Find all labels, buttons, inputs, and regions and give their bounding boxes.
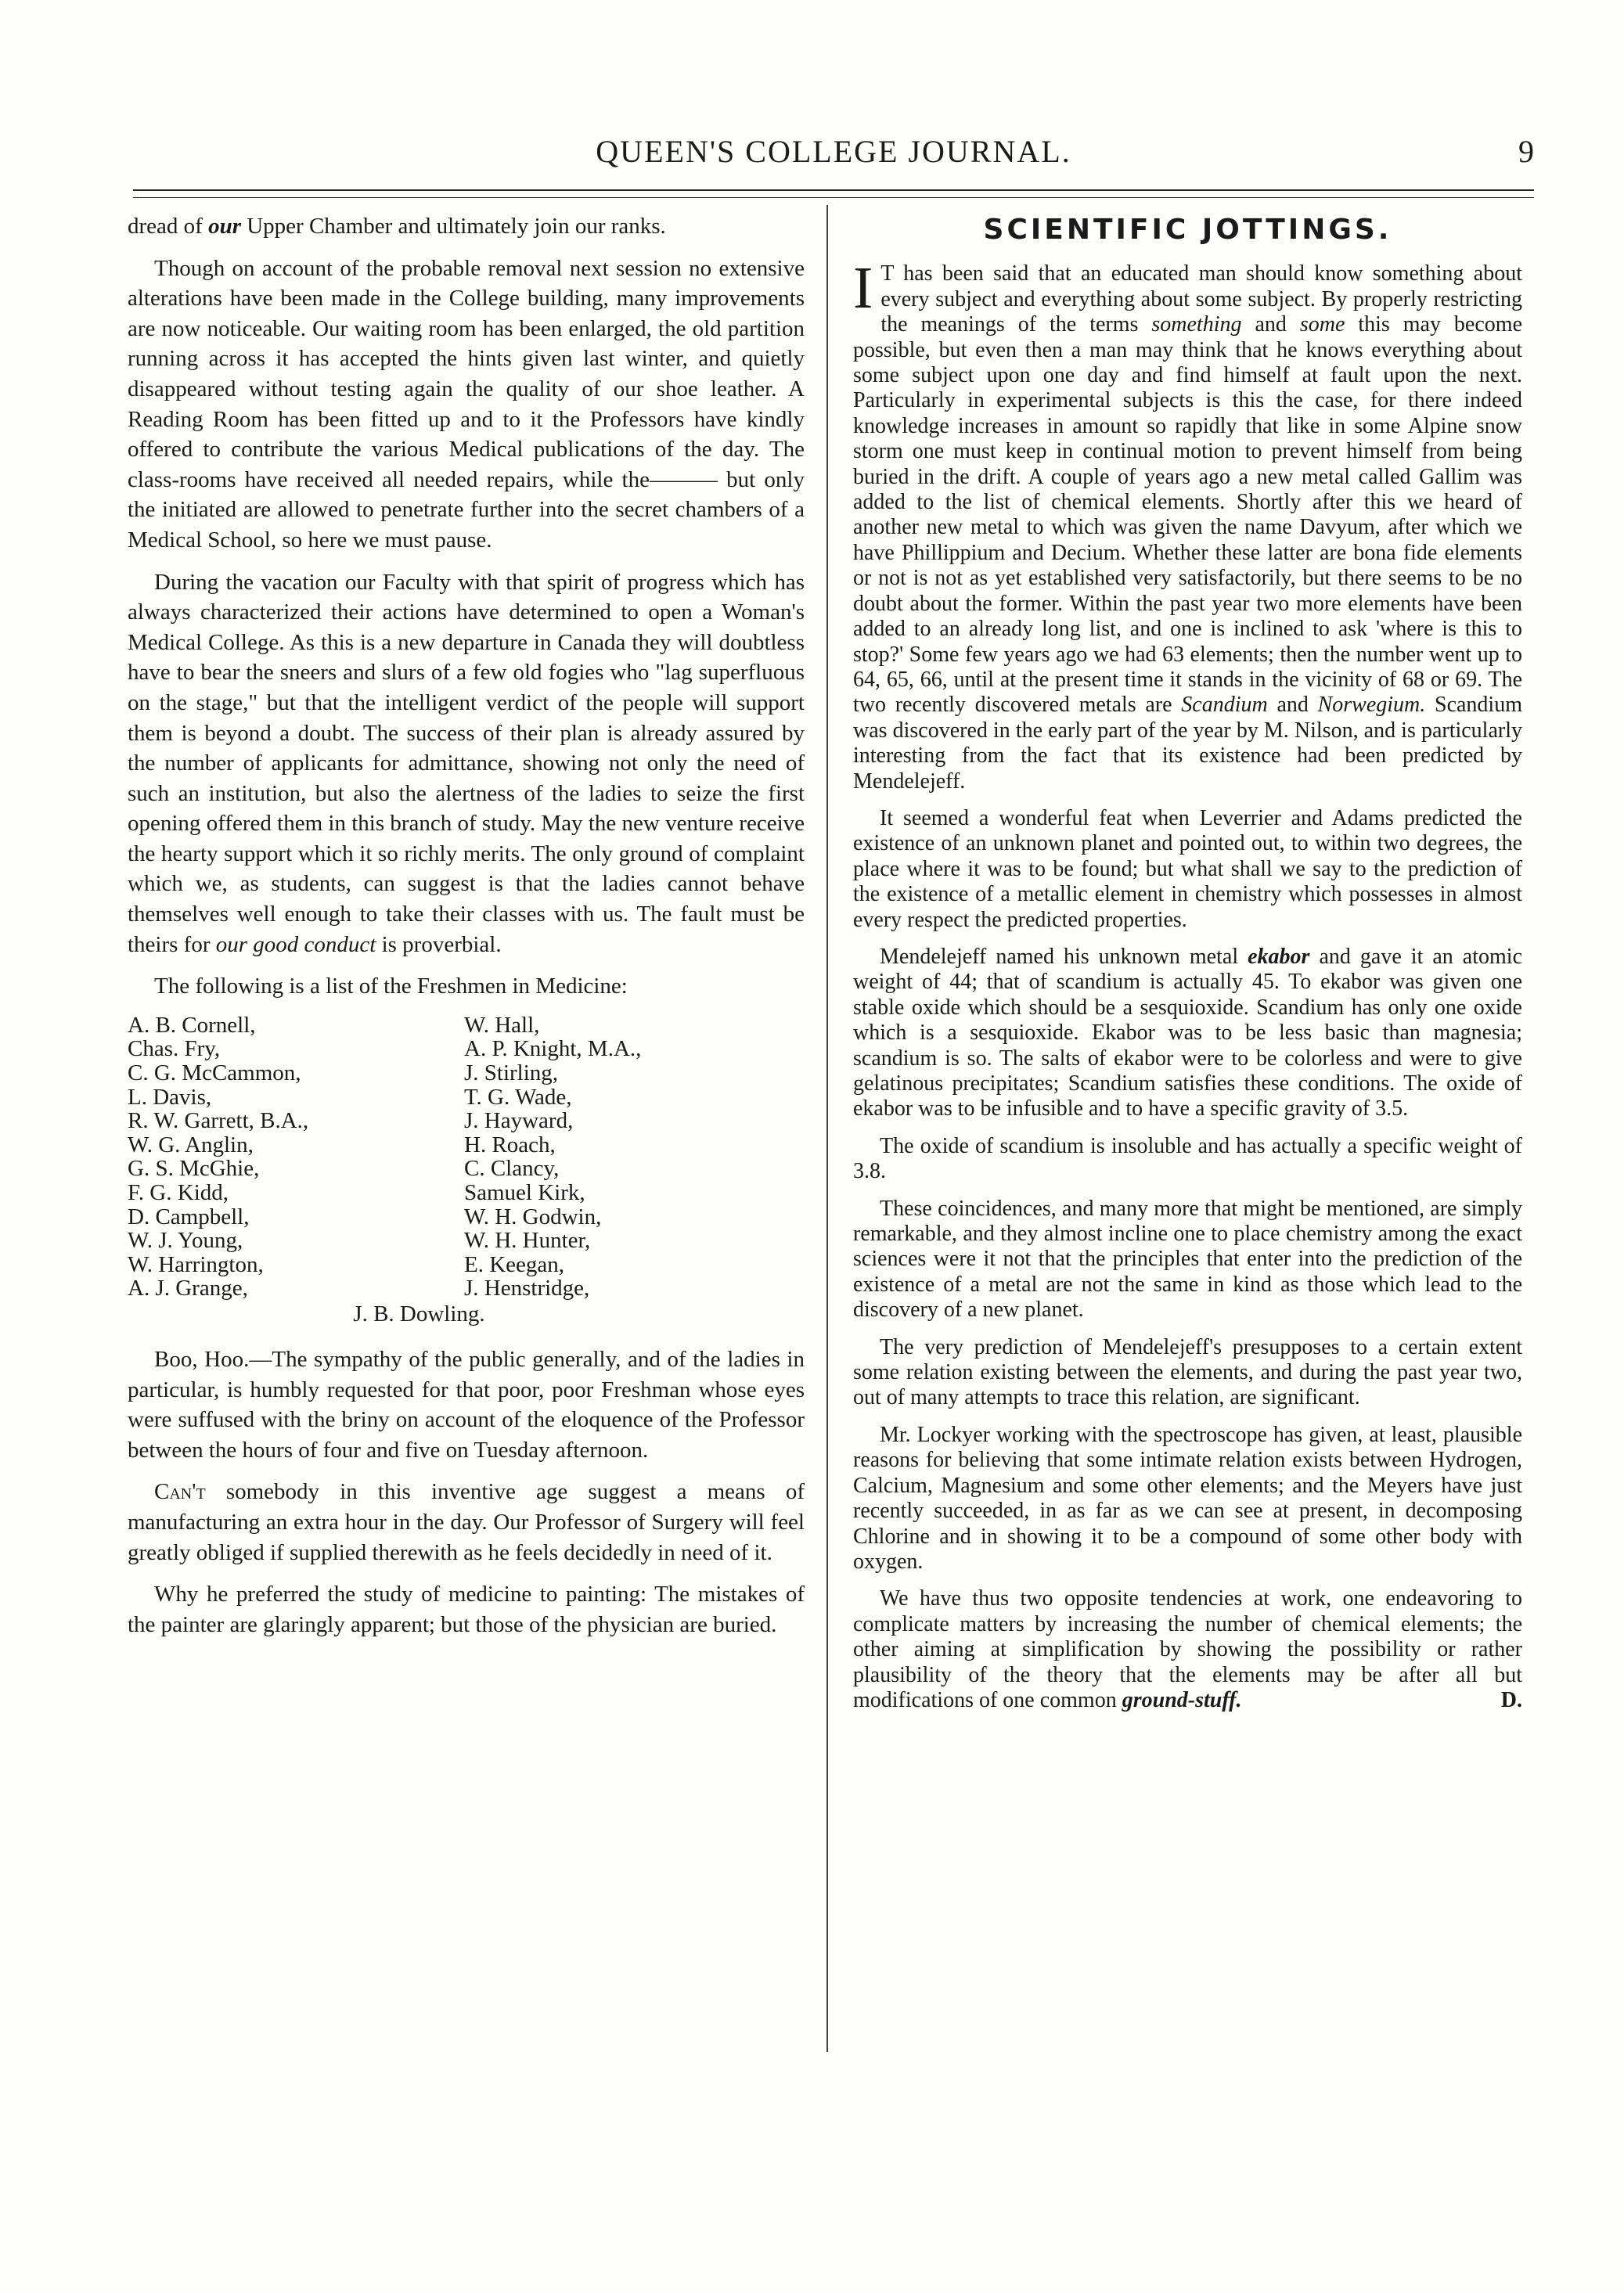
list-item: D. Campbell, [128,1204,250,1229]
paragraph [128,567,805,960]
list-item: G. S. McGhie, [128,1156,260,1182]
paragraph: Why he preferred the study of medicine to painting: The mistakes of the painter are glaringly apparent; but those of the physician are buried. [128,1582,805,1637]
paragraph [128,1477,805,1568]
text-run: We have thus two opposite tendencies at work, one endeavoring to complicate matters by increasing the number of chemical elements; the other aiming at simplification by showing the possibility or rather plausibility of the theory that the elements may be after all but modifications of one common [853,1586,1522,1712]
list-item: Chas. Fry, [128,1036,221,1062]
freshmen-column-2 [464,1013,793,1301]
text-run: Upper Chamber and ultimately join our ranks. [240,214,666,239]
text-run: During the vacation our Faculty with that spirit of progress which has always characterized their actions have determined to open a Woman's Medical College. As this is a new departure in Canada they will doubtless have to bear the sneers and slurs of a few old fogies who "lag superfluous on the stage," but that the intelligent verdict of the people will support them is beyond a doubt. The success of their plan is already assured by the number of applicants for admittance, showing not only the need of such an institution, but also the alertness of the ladies to seize the first opening offered them in this branch of study. May the new venture receive the hearty support which it so richly merits. The only ground of complaint which we, as students, can suggest is that the ladies cannot behave themselves well enough to take their classes with us. The fault must be theirs for [128,569,805,957]
emphasis: Norwegium. [1317,693,1426,718]
paragraph [128,211,805,242]
paragraph [853,255,1522,794]
text-run: dread of [128,214,209,239]
journal-title: QUEEN'S COLLEGE JOURNAL. [596,134,1071,169]
paragraph: It seemed a wonderful feat when Leverrier and Adams predicted the existence of an unknown planet and pointed out, to within two degrees, the place where it was to be found; but what shall we say to the prediction of the existence of a metallic element in chemistry which possesses in almost every respect the predicted properties. [853,805,1522,932]
column-divider [826,205,828,2052]
paragraph [853,1586,1522,1713]
list-item: H. Roach, [464,1132,556,1157]
emphasis: ground-stuff. [1122,1687,1242,1712]
list-item: J. B. Dowling. [353,1301,485,1326]
paragraph: The very prediction of Mendelejeff's presupposes to a certain extent some relation existing between the elements, and during the past year two, out of many attempts to trace this relation, are significant. [853,1334,1522,1410]
text-run: and [1241,312,1300,337]
paragraph [853,945,1522,1122]
section-title: SCIENTIFIC JOTTINGS. [983,214,1392,246]
list-item: A. J. Grange, [128,1276,248,1301]
emphasis: something [1151,312,1242,337]
list-item: W. H. Godwin, [464,1204,602,1229]
right-column [853,211,1522,1725]
paragraph: These coincidences, and many more that might be mentioned, are simply remarkable, and they almost incline one to place chemistry among the exact sciences were it not that the principles that enter into the prediction of the existence of a metal are not the same in kind as those which lead to the discovery of a new planet. [853,1196,1522,1323]
list-item: W. Hall, [464,1012,540,1038]
freshmen-list [128,1013,805,1301]
emphasis: some [1299,312,1345,337]
list-item: W. Harrington, [128,1251,264,1277]
list-item: L. Davis, [128,1084,212,1110]
list-item: F. G. Kidd, [128,1180,229,1205]
paragraph: Though on account of the probable removal next session no extensive alterations have been made in the College building, many improvements are now noticeable. Our waiting room has been enlarged, the old partition running across it has accepted the hints given last winter, and quietly disappeared without testing again the quality of our shoe leather. A Reading Room has been fitted up and to it the Professors have kindly offered to contribute the various Medical publications of the day. The class-rooms have received all needed repairs, while the——— but only the initiated are allowed to penetrate further into the secret chambers of a Medical School, so here we must pause. [128,255,805,553]
list-item: J. Hayward, [464,1108,574,1134]
paragraph: Boo, Hoo.—The sympathy of the public generally, and of the ladies in particular, is humbly requested for that poor, poor Freshman whose eyes were suffused with the briny on account of the eloquence of the Professor between the hours of four and five on Tuesday afternoon. [128,1346,805,1463]
text-run: Scandium was discovered in the early part of the year by M. Nilson, and is particularly interesting from the fact that its existence had been predicted by Mendelejeff. [853,693,1522,794]
list-item: T. G. Wade, [464,1084,572,1110]
text-run: Mendelejeff named his unknown metal [880,944,1248,969]
emphasis: our [208,214,241,239]
list-item: Samuel Kirk, [464,1180,585,1205]
emphasis: ekabor [1248,944,1310,969]
emphasis: Scandium [1181,693,1268,718]
freshmen-list-intro: The following is a list of the Freshmen in Medicine: [154,974,628,999]
list-item: C. G. McCammon, [128,1060,301,1086]
list-item: W. J. Young, [128,1228,243,1254]
list-item: W. G. Anglin, [128,1132,254,1157]
text-run: somebody in this inventive age suggest a means of manufacturing an extra hour in the day. Our Professor of Surgery will feel greatly obliged if supplied therewith as he feels decidedly in need of it. [128,1479,805,1565]
page-number: 9 [1518,134,1534,169]
list-item: E. Keegan, [464,1251,565,1277]
text-run: and [1267,693,1318,718]
drop-cap: I [853,255,873,322]
list-item: R. W. Garrett, B.A., [128,1108,309,1134]
list-item: A. B. Cornell, [128,1012,256,1038]
page-header [133,133,1534,180]
list-item: C. Clancy, [464,1156,560,1182]
text-run: T has been said that an educated man should know something about every subject and everything about some subject. By properly restricting the meanings of the terms [880,261,1522,337]
header-rule-thin [133,197,1534,198]
text-run: this may become possible, but even then a man may think that he knows everything about some subject upon one day and find himself at fault upon the next. Particularly in experimental subjects is this the case, for there indeed knowledge increases in amount so rapidly that like in some Alpine snow storm one must keep in continual motion to prevent himself from being buried in the drift. A couple of years ago a new metal called Gallim was added to the list of chemical elements. Shortly after this we heard of another new metal to which was given the name Davyum, after which we have Phillippium and Decium. Whether these latter are bona fide elements or not is not as yet established very satisfactorily, but there seems to be no doubt about the former. Within the past year two more elements have been added to an already long list, and one is inclined to ask 'where is this to stop?' Some few years ago we had 63 elements; then the number went up to 64, 65, 66, until at the present time it stands in the vicinity of 68 or 69. The two recently discovered metals are [853,312,1522,718]
paragraph: The oxide of scandium is insoluble and has actually a specific weight of 3.8. [853,1133,1522,1184]
freshmen-column-1 [128,1013,464,1301]
left-column [128,211,805,1651]
header-rule [133,189,1534,191]
list-item: J. Henstridge, [464,1276,590,1301]
list-item: J. Stirling, [464,1060,559,1086]
small-caps-lead: Can't [154,1479,206,1505]
list-item: W. H. Hunter, [464,1228,591,1254]
list-item: A. P. Knight, M.A., [464,1036,642,1062]
paragraph: Mr. Lockyer working with the spectroscope has given, at least, plausible reasons for believing that some intimate relation exists between Hydrogen, Calcium, Magnesium and some other elements; and the Meyers have just recently succeeded, in as far as we can see at present, in decomposing Chlorine and in showing it to be a compound of some other body with oxygen. [853,1422,1522,1574]
author-signature: D. [1500,1687,1522,1712]
emphasis: our good conduct [215,931,376,957]
text-run: and gave it an atomic weight of 44; that of scandium is actually 45. To ekabor was given one stable oxide which should be a sesquioxide. Scandium has only one oxide which is a sesquioxide. Ekabor was to be less basic than magnesia; scandium is so. The salts of ekabor were to be colorless and were to give gelatinous precipitates; Scandium satisfies these conditions. The oxide of ekabor was to be infusible and to have a specific gravity of 3.5. [853,944,1522,1121]
text-run: is proverbial. [376,931,502,957]
